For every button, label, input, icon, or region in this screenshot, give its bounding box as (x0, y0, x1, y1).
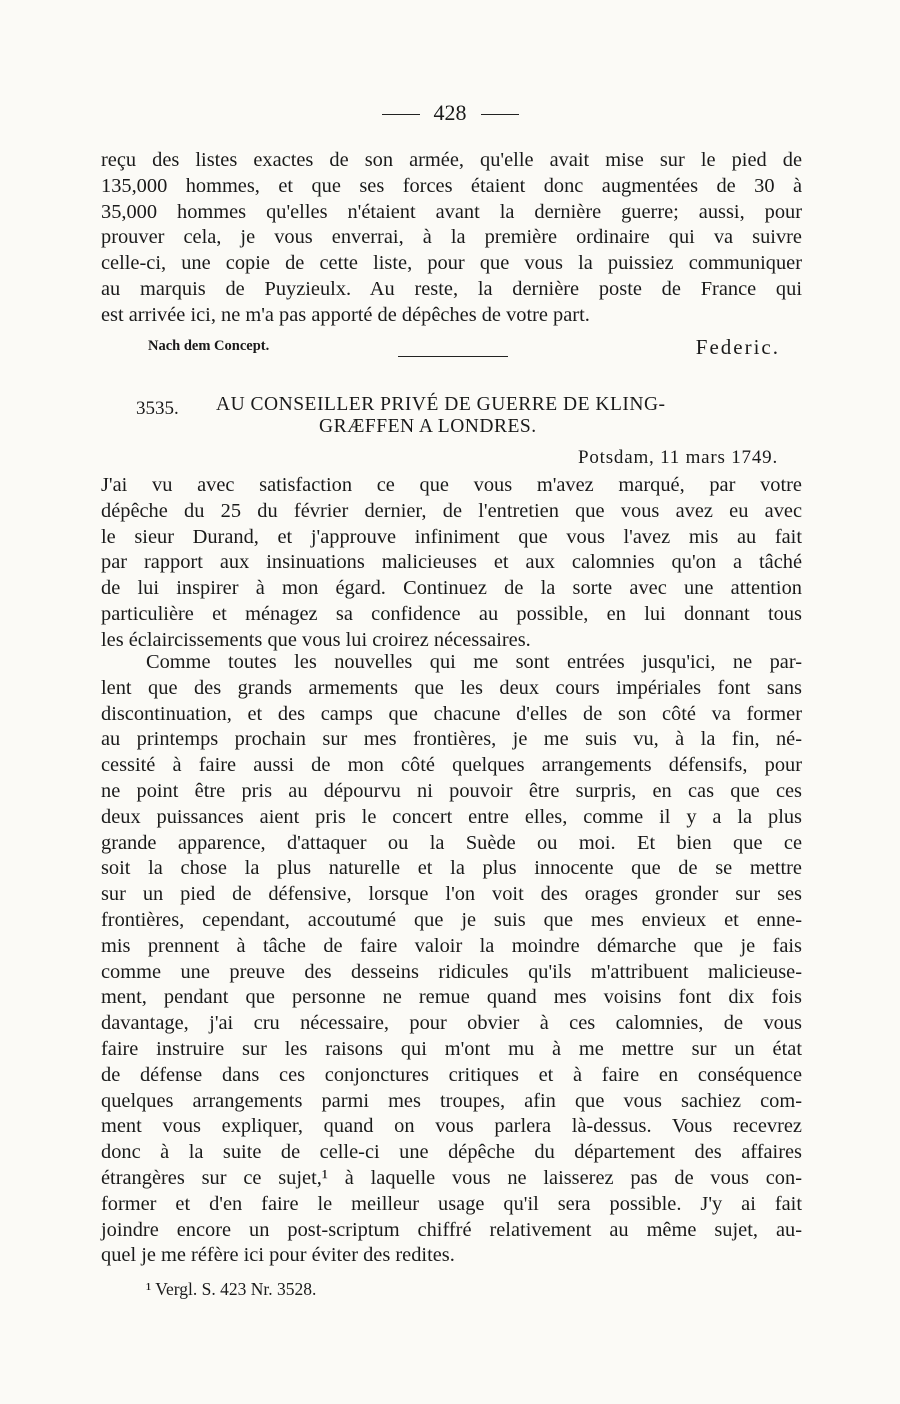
text-line: ment vous expliquer, quand on vous parlera là-dessus. Vous recevrez (101, 1115, 802, 1138)
text-line: donc à la suite de celle-ci une dépêche du département des affaires (101, 1141, 802, 1164)
text-line: est arrivée ici, ne m'a pas apporté de dépêches de votre part. (101, 303, 590, 326)
text-line: J'ai vu avec satisfaction ce que vous m'avez marqué, par votre (101, 474, 802, 496)
text-line: cessité à faire aussi de mon côté quelques arrangements défensifs, pour (101, 754, 802, 777)
text-line: celle-ci, une copie de cette liste, pour que vous la puissiez communiquer (101, 252, 802, 275)
text-line: reçu des listes exactes de son armée, qu'elle avait mise sur le pied de (101, 149, 802, 171)
text-line: former et d'en faire le meilleur usage qu'il sera possible. J'y ai fait (101, 1192, 802, 1215)
page-number: 428 (433, 100, 467, 125)
text-line: le sieur Durand, et j'approuve infiniment que vous l'avez mis au fait (101, 525, 802, 548)
text-line: sur un pied de défensive, lorsque l'on voit des orages gronder sur ses (101, 883, 802, 906)
letter-number: 3535. (136, 398, 179, 419)
paragraph-2 (101, 650, 802, 1269)
text-line: au marquis de Puyzieulx. Au reste, la dernière poste de France qui (101, 277, 802, 300)
footnote: ¹ Vergl. S. 423 Nr. 3528. (146, 1279, 317, 1299)
text-line: les éclaircissements que vous lui croirez nécessaires. (101, 628, 531, 651)
text-line: quel je me réfère ici pour éviter des redites. (101, 1244, 455, 1267)
text-line: mis prennent à tâche de faire valoir la moindre démarche que je fais (101, 934, 802, 957)
text-line: dépêche du 25 du février dernier, de l'entretien que vous avez eu avec (101, 499, 802, 522)
paragraph-1 (101, 473, 802, 654)
text-line: grande apparence, d'attaquer ou la Suède ou moi. Et bien que ce (101, 831, 802, 854)
header-rule-right (481, 114, 519, 115)
text-line: joindre encore un post-scriptum chiffré relativement au même sujet, au- (101, 1218, 802, 1241)
letter-title-line-2: GRÆFFEN A LONDRES. (319, 416, 537, 437)
text-line: Comme toutes les nouvelles qui me sont entrées jusqu'ici, ne par- (146, 651, 802, 673)
text-line: quelques arrangements parmi mes troupes, afin que vous sachiez com- (101, 1089, 802, 1112)
text-line: au printemps prochain sur mes frontières, je me suis vu, à la fin, né- (101, 728, 802, 751)
text-line: particulière et ménagez sa confidence au possible, en lui donnant tous (101, 602, 802, 625)
text-line: frontières, cependant, accoutumé que je suis que mes envieux et enne- (101, 908, 802, 931)
signature: Federic. (695, 335, 780, 359)
text-line: lent que des grands armements que les deux cours impériales font sans (101, 676, 802, 699)
text-line: comme une preuve des desseins ridicules qu'ils m'attribuent malicieuse- (101, 960, 802, 983)
text-line: ment, pendant que personne ne remue quand mes voisins font dix fois (101, 986, 802, 1009)
page-header (0, 100, 900, 126)
paragraph-continued (101, 148, 802, 329)
closing-row (148, 335, 788, 365)
text-line: discontinuation, et des camps que chacune d'elles de son côté va former (101, 702, 802, 725)
separator-rule (398, 356, 508, 357)
dateline: Potsdam, 11 mars 1749. (577, 447, 778, 468)
source-note: Nach dem Concept. (148, 338, 270, 354)
text-line: de lui inspirer à mon égard. Continuez de la sorte avec une attention (101, 577, 802, 600)
letter-title-line-1: AU CONSEILLER PRIVÉ DE GUERRE DE KLING- (216, 394, 666, 415)
header-rule-left (382, 114, 420, 115)
text-line: 135,000 hommes, et que ses forces étaient donc augmentées de 30 à (101, 174, 802, 197)
text-line: ne point être pris au dépourvu ni pouvoir être surpris, en cas que ces (101, 779, 802, 802)
text-line: soit la chose la plus naturelle et la plus innocente que de se mettre (101, 857, 802, 880)
text-line: faire instruire sur les raisons qui m'ont mu à me mettre sur un état (101, 1037, 802, 1060)
text-line: étrangères sur ce sujet,¹ à laquelle vous ne laisserez pas de vous con- (101, 1166, 802, 1189)
text-line: 35,000 hommes qu'elles n'étaient avant la dernière guerre; aussi, pour (101, 200, 802, 223)
text-line: deux puissances aient pris le concert entre elles, comme il y a la plus (101, 805, 802, 828)
text-line: davantage, j'ai cru nécessaire, pour obvier à ces calomnies, de vous (101, 1012, 802, 1035)
text-line: de défense dans ces conjonctures critiques et à faire en conséquence (101, 1063, 802, 1086)
text-line: par rapport aux insinuations malicieuses et aux calomnies qu'on a tâché (101, 551, 802, 574)
text-line: prouver cela, je vous enverrai, à la première ordinaire qui va suivre (101, 226, 802, 249)
